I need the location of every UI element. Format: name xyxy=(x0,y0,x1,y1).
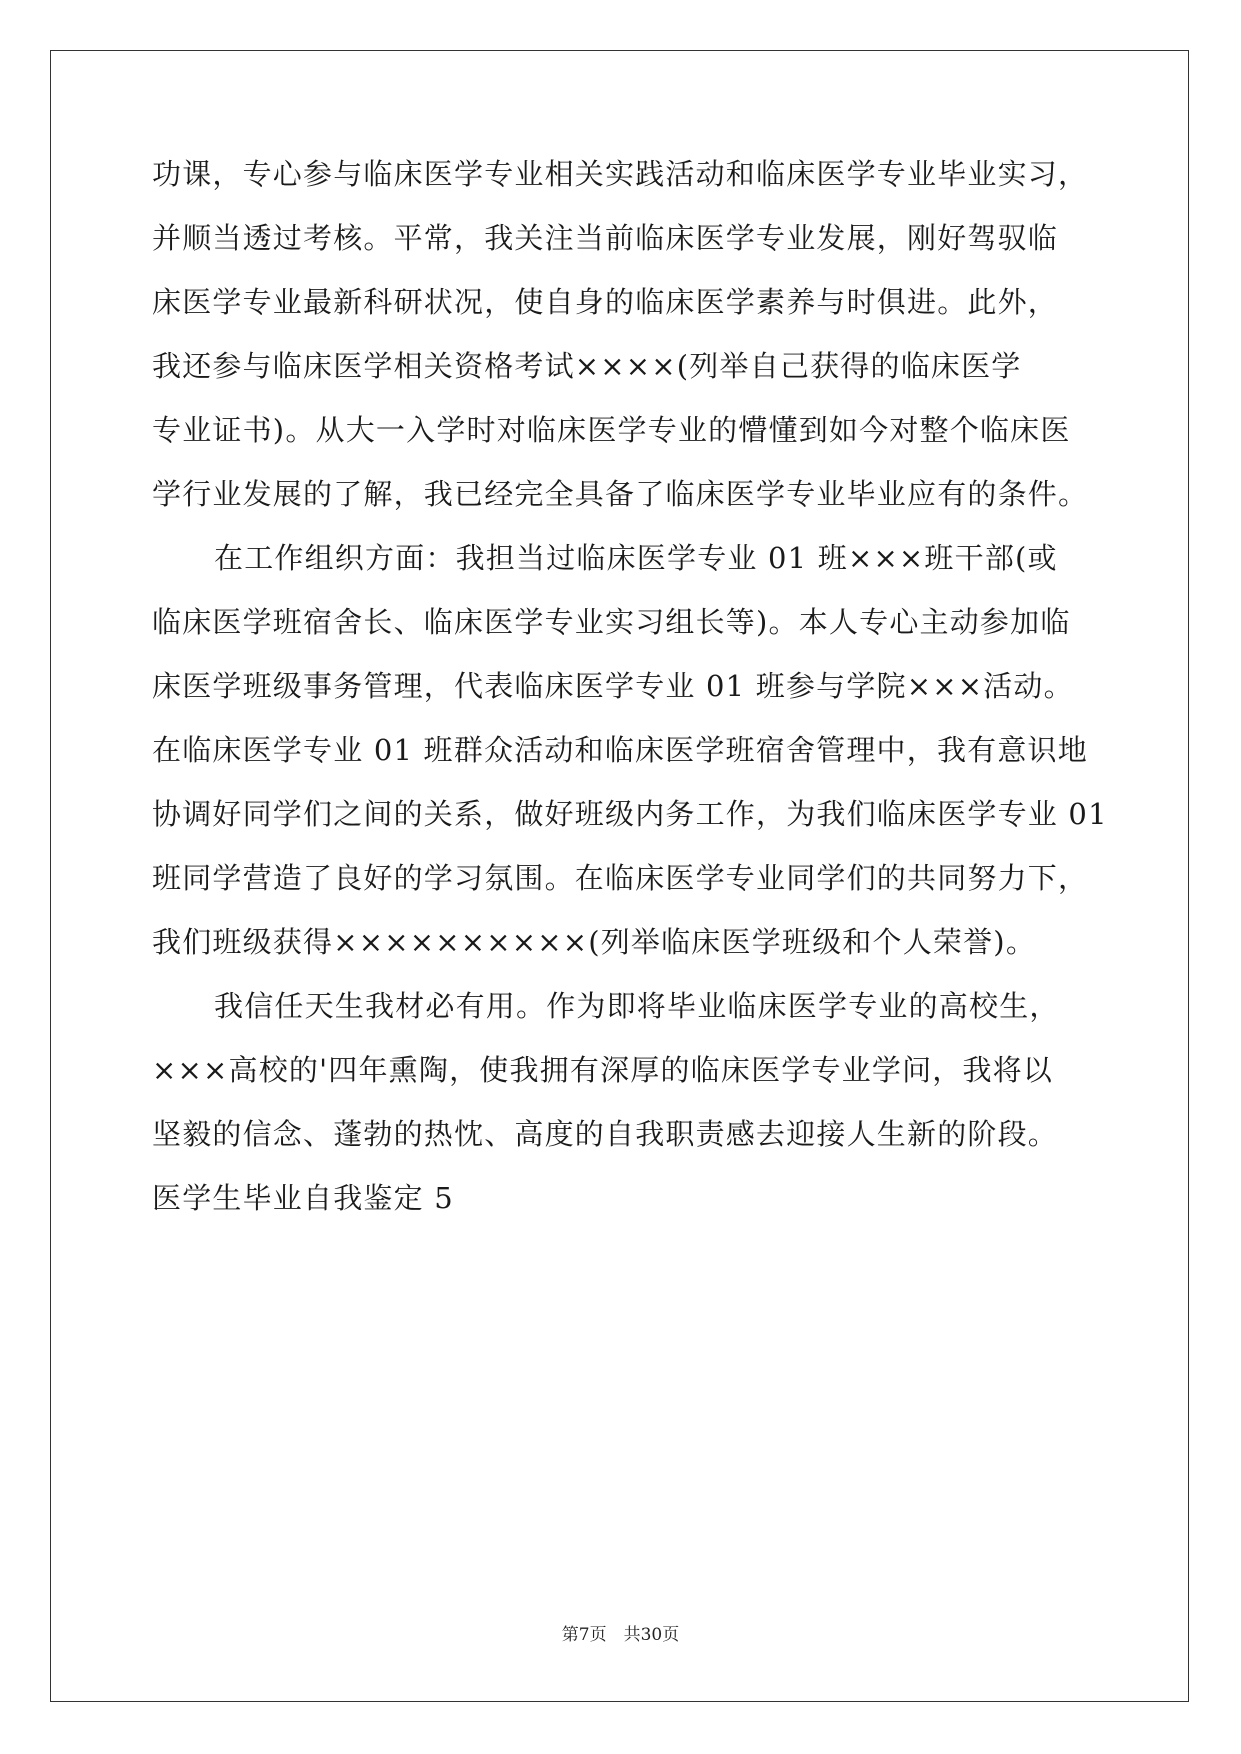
section-heading: 医学生毕业自我鉴定 5 xyxy=(152,1181,454,1215)
text-line: 在临床医学专业 01 班群众活动和临床医学班宿舍管理中，我有意识地 xyxy=(152,733,1088,767)
text-line: 班同学营造了良好的学习氛围。在临床医学专业同学们的共同努力下， xyxy=(152,861,1089,895)
text-line: 并顺当透过考核。平常，我关注当前临床医学专业发展，刚好驾驭临 xyxy=(152,221,1059,255)
paragraph-start-line: 在工作组织方面：我担当过临床医学专业 01 班×××班干部(或 xyxy=(214,541,1058,575)
text-line: 我们班级获得××××××××××(列举临床医学班级和个人荣誉)。 xyxy=(152,925,1037,959)
document-body xyxy=(152,154,1108,1242)
text-line: 床医学专业最新科研状况，使自身的临床医学素养与时俱进。此外， xyxy=(152,285,1059,319)
paragraph-start-line: 我信任天生我材必有用。作为即将毕业临床医学专业的高校生， xyxy=(214,989,1060,1023)
text-line: 床医学班级事务管理，代表临床医学专业 01 班参与学院×××活动。 xyxy=(152,669,1074,703)
text-line: 协调好同学们之间的关系，做好班级内务工作，为我们临床医学专业 01 xyxy=(152,797,1108,831)
text-line: 坚毅的信念、蓬勃的热忱、高度的自我职责感去迎接人生新的阶段。 xyxy=(152,1117,1059,1151)
text-line: 专业证书)。从大一入学时对临床医学专业的懵懂到如今对整个临床医 xyxy=(152,413,1071,447)
page-number-footer: 第7页 共30页 xyxy=(561,1625,680,1645)
text-line: 学行业发展的了解，我已经完全具备了临床医学专业毕业应有的条件。 xyxy=(152,477,1089,511)
text-line: 临床医学班宿舍长、临床医学专业实习组长等)。本人专心主动参加临 xyxy=(152,605,1071,639)
text-line: ×××高校的'四年熏陶，使我拥有深厚的临床医学专业学问，我将以 xyxy=(152,1053,1054,1087)
text-line: 功课，专心参与临床医学专业相关实践活动和临床医学专业毕业实习， xyxy=(152,157,1089,191)
text-line: 我还参与临床医学相关资格考试××××(列举自己获得的临床医学 xyxy=(152,349,1022,383)
